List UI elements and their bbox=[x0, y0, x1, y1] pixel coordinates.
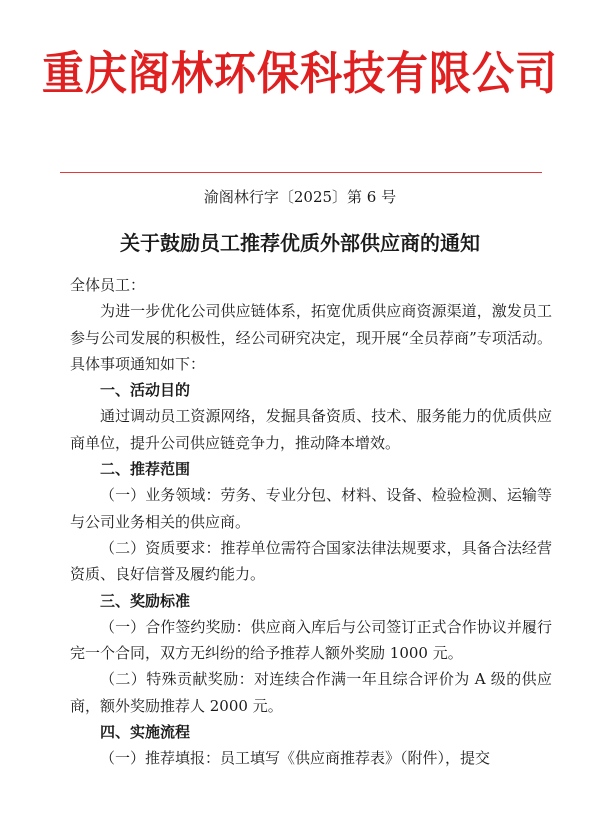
section-3-item-2: （二）特殊贡献奖励：对连续合作满一年且综合评价为 A 级的供应商，额外奖励推荐人 2000 元。 bbox=[70, 670, 552, 715]
salutation: 全体员工： bbox=[70, 276, 146, 294]
section-3-item-1: （一）合作签约奖励：供应商入库后与公司签订正式合作协议并履行完一个合同，双方无纠纷的给予推荐人额外奖励 1000 元。 bbox=[70, 617, 552, 663]
section-2-heading: 二、推荐范围 bbox=[100, 460, 191, 479]
section-4-item-1: （一）推荐填报：员工填写《供应商推荐表》（附件），提交 bbox=[100, 749, 491, 768]
letterhead-red-rule bbox=[60, 172, 542, 173]
document-title: 关于鼓励员工推荐优质外部供应商的通知 bbox=[120, 231, 480, 255]
section-4-heading: 四、实施流程 bbox=[100, 723, 191, 742]
section-2-item-1: （一）业务领域：劳务、专业分包、材料、设备、检验检测、运输等与公司业务相关的供应商。 bbox=[70, 486, 552, 531]
section-1-heading: 一、活动目的 bbox=[100, 381, 191, 400]
section-2-item-2: （二）资质要求：推荐单位需符合国家法律法规要求，具备合法经营资质、良好信誉及履约能力。 bbox=[70, 538, 552, 584]
document-body bbox=[70, 272, 552, 772]
document-number: 渝阁林行字〔2025〕第 6 号 bbox=[203, 188, 397, 206]
section-3-heading: 三、奖励标准 bbox=[100, 591, 191, 610]
section-1-text: 通过调动员工资源网络，发掘具备资质、技术、服务能力的优质供应商单位，提升公司供应链竞争力，推动降本增效。 bbox=[70, 407, 552, 452]
intro-paragraph: 为进一步优化公司供应链体系，拓宽优质供应商资源渠道，激发员工参与公司发展的积极性，经公司研究决定，现开展“全员荐商”专项活动。具体事项通知如下： bbox=[70, 302, 552, 373]
company-letterhead: 重庆阁林环保科技有限公司 bbox=[41, 47, 558, 100]
